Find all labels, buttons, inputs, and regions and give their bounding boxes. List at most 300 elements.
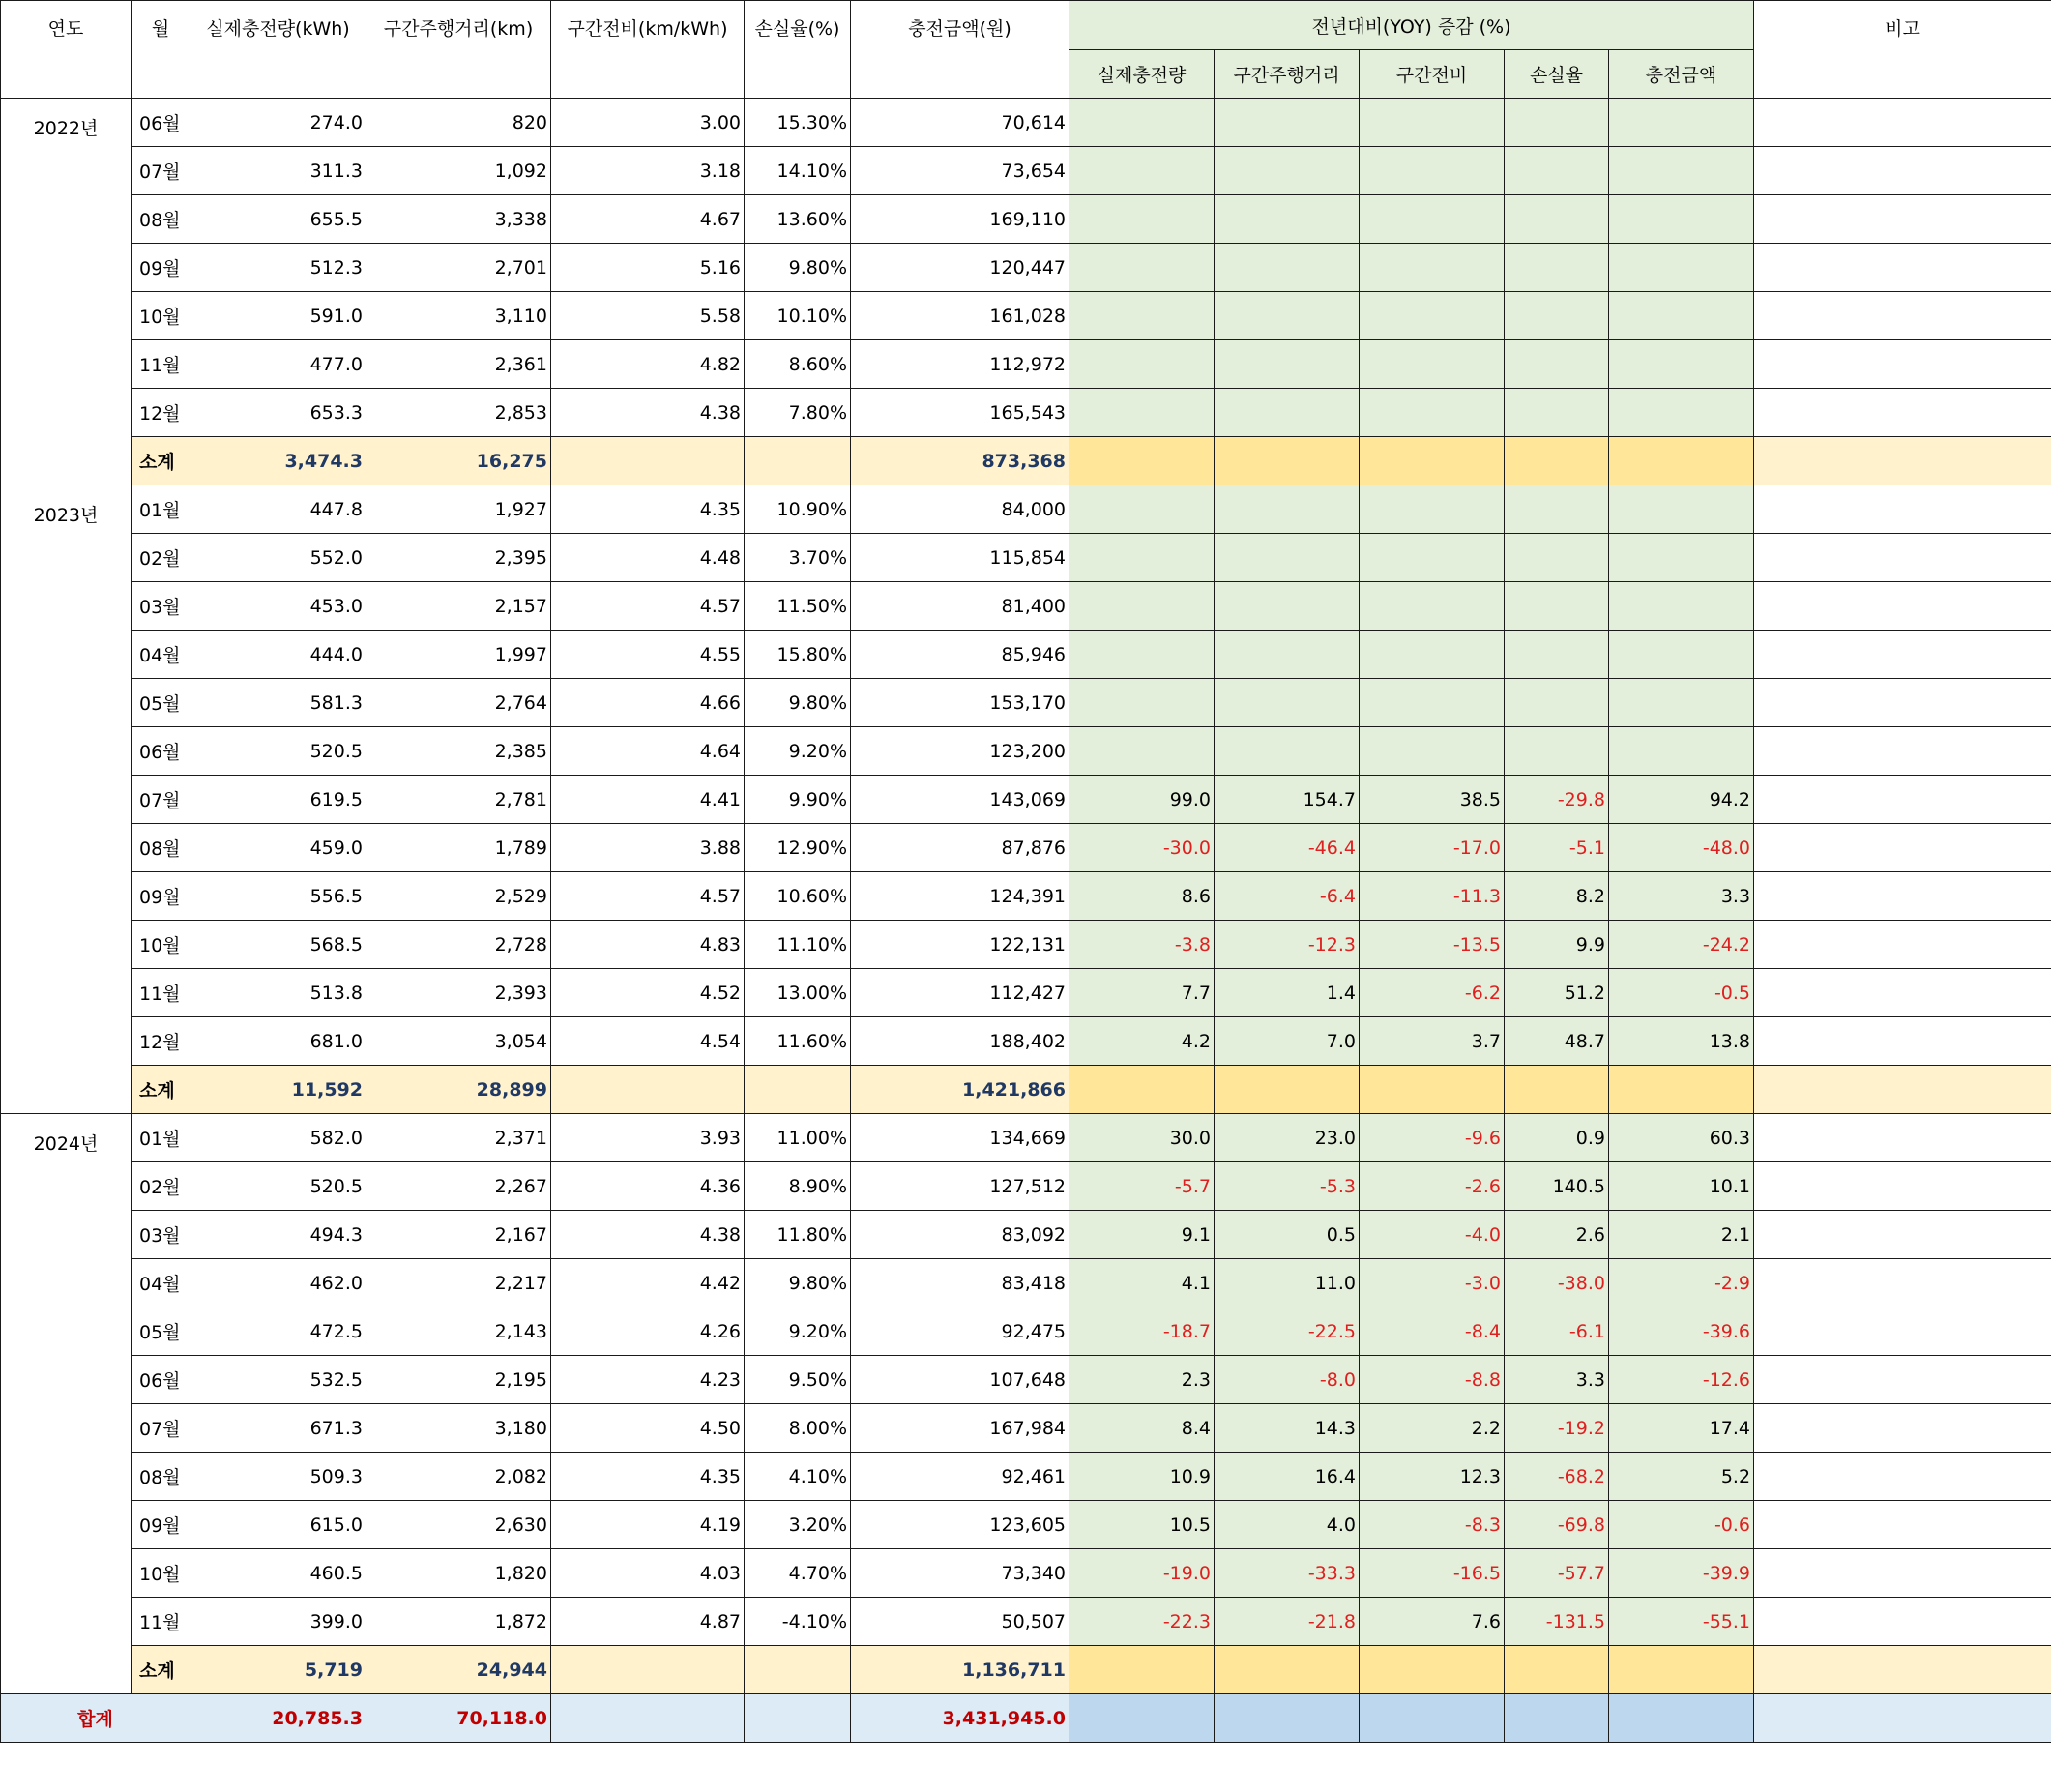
yoy-amount-cell	[1609, 631, 1754, 679]
efficiency-cell: 4.57	[551, 872, 745, 921]
subtotal-label: 소계	[132, 1646, 190, 1694]
yoy-efficiency-cell	[1360, 389, 1505, 437]
efficiency-cell: 3.18	[551, 147, 745, 195]
table-row	[1, 1598, 2051, 1646]
yoy-distance-cell: -33.3	[1215, 1549, 1360, 1598]
amount-cell: 70,614	[851, 99, 1069, 147]
distance-cell: 2,195	[366, 1356, 551, 1404]
efficiency-cell: 4.26	[551, 1307, 745, 1356]
subtotal-yoy-cell	[1360, 1646, 1505, 1694]
efficiency-cell: 4.23	[551, 1356, 745, 1404]
distance-cell: 3,180	[366, 1404, 551, 1453]
charge-cell: 615.0	[190, 1501, 366, 1549]
loss-cell: 11.80%	[745, 1211, 851, 1259]
charge-cell: 591.0	[190, 292, 366, 340]
yoy-charge-cell: 2.3	[1069, 1356, 1215, 1404]
yoy-amount-cell: -12.6	[1609, 1356, 1754, 1404]
efficiency-cell: 4.52	[551, 969, 745, 1017]
loss-cell: 7.80%	[745, 389, 851, 437]
subtotal-yoy-cell	[1505, 437, 1609, 485]
yoy-efficiency-cell: -9.6	[1360, 1114, 1505, 1162]
yoy-distance-cell: -6.4	[1215, 872, 1360, 921]
loss-cell: 11.10%	[745, 921, 851, 969]
note-cell	[1754, 776, 2051, 824]
month-cell: 10월	[132, 921, 190, 969]
amount-cell: 84,000	[851, 485, 1069, 534]
yoy-efficiency-cell: -17.0	[1360, 824, 1505, 872]
loss-cell: 3.20%	[745, 1501, 851, 1549]
subtotal-yoy-cell	[1069, 1066, 1215, 1114]
month-cell: 12월	[132, 389, 190, 437]
yoy-charge-cell: 8.6	[1069, 872, 1215, 921]
yoy-distance-cell	[1215, 292, 1360, 340]
charge-header: 실제충전량(kWh)	[190, 1, 366, 99]
note-cell	[1754, 1017, 2051, 1066]
yoy-loss-cell	[1505, 292, 1609, 340]
loss-cell: 10.90%	[745, 485, 851, 534]
charge-cell: 556.5	[190, 872, 366, 921]
loss-cell: 10.10%	[745, 292, 851, 340]
yoy-charge-cell: 4.2	[1069, 1017, 1215, 1066]
yoy-amount-cell	[1609, 389, 1754, 437]
efficiency-cell: 3.93	[551, 1114, 745, 1162]
month-cell: 04월	[132, 631, 190, 679]
yoy-charge-cell: -5.7	[1069, 1162, 1215, 1211]
yoy-efficiency-cell	[1360, 292, 1505, 340]
efficiency-cell: 4.19	[551, 1501, 745, 1549]
table-row	[1, 195, 2051, 244]
charge-cell: 581.3	[190, 679, 366, 727]
yoy-distance-cell: 23.0	[1215, 1114, 1360, 1162]
yoy-distance-cell	[1215, 147, 1360, 195]
efficiency-cell: 4.38	[551, 389, 745, 437]
distance-cell: 2,701	[366, 244, 551, 292]
charge-cell: 655.5	[190, 195, 366, 244]
note-cell	[1754, 1404, 2051, 1453]
yoy-distance-cell	[1215, 389, 1360, 437]
charge-cell: 462.0	[190, 1259, 366, 1307]
note-cell	[1754, 340, 2051, 389]
yoy-charge-cell: 99.0	[1069, 776, 1215, 824]
efficiency-cell: 4.35	[551, 485, 745, 534]
yoy-loss-cell: 140.5	[1505, 1162, 1609, 1211]
yoy-loss-cell: -57.7	[1505, 1549, 1609, 1598]
distance-cell: 2,764	[366, 679, 551, 727]
total-label: 합계	[1, 1694, 190, 1743]
yoy-amount-cell: 94.2	[1609, 776, 1754, 824]
note-cell	[1754, 147, 2051, 195]
subtotal-yoy-cell	[1360, 1066, 1505, 1114]
yoy-amount-cell: -55.1	[1609, 1598, 1754, 1646]
year-header: 연도	[1, 1, 132, 99]
charge-cell: 509.3	[190, 1453, 366, 1501]
table-row	[1, 99, 2051, 147]
loss-cell: 9.20%	[745, 727, 851, 776]
note-cell	[1754, 631, 2051, 679]
month-cell: 09월	[132, 872, 190, 921]
note-cell	[1754, 727, 2051, 776]
distance-cell: 1,820	[366, 1549, 551, 1598]
yoy-distance-cell: -21.8	[1215, 1598, 1360, 1646]
yoy-loss-cell	[1505, 534, 1609, 582]
month-cell: 08월	[132, 195, 190, 244]
yoy-charge-cell	[1069, 195, 1215, 244]
subtotal-distance: 16,275	[366, 437, 551, 485]
year-label: 2024년	[1, 1114, 132, 1694]
distance-cell: 1,927	[366, 485, 551, 534]
amount-cell: 87,876	[851, 824, 1069, 872]
distance-cell: 2,385	[366, 727, 551, 776]
amount-cell: 188,402	[851, 1017, 1069, 1066]
charge-cell: 532.5	[190, 1356, 366, 1404]
loss-cell: 11.60%	[745, 1017, 851, 1066]
subtotal-row	[1, 437, 2051, 485]
distance-cell: 1,997	[366, 631, 551, 679]
yoy-loss-cell	[1505, 340, 1609, 389]
efficiency-header: 구간전비(km/kWh)	[551, 1, 745, 99]
month-cell: 06월	[132, 1356, 190, 1404]
note-cell	[1754, 1598, 2051, 1646]
subtotal-yoy-cell	[1215, 1066, 1360, 1114]
charge-cell: 460.5	[190, 1549, 366, 1598]
note-header: 비고	[1754, 1, 2051, 99]
yoy-charge-cell: -30.0	[1069, 824, 1215, 872]
efficiency-cell: 4.64	[551, 727, 745, 776]
charge-cell: 444.0	[190, 631, 366, 679]
yoy-loss-cell	[1505, 727, 1609, 776]
yoy-efficiency-cell	[1360, 534, 1505, 582]
month-cell: 01월	[132, 1114, 190, 1162]
yoy-group-header: 전년대비(YOY) 증감 (%)	[1069, 1, 1754, 50]
total-amount: 3,431,945.0	[851, 1694, 1069, 1743]
yoy-efficiency-cell	[1360, 244, 1505, 292]
note-cell	[1754, 99, 2051, 147]
table-row	[1, 1114, 2051, 1162]
yoy-amount-cell	[1609, 485, 1754, 534]
yoy-loss-cell	[1505, 485, 1609, 534]
amount-header: 충전금액(원)	[851, 1, 1069, 99]
year-label: 2022년	[1, 99, 132, 485]
month-cell: 08월	[132, 824, 190, 872]
yoy-charge-cell: 4.1	[1069, 1259, 1215, 1307]
yoy-loss-cell: 0.9	[1505, 1114, 1609, 1162]
total-efficiency	[551, 1694, 745, 1743]
charge-cell: 311.3	[190, 147, 366, 195]
distance-cell: 2,728	[366, 921, 551, 969]
table-row	[1, 244, 2051, 292]
yoy-charge-cell: 8.4	[1069, 1404, 1215, 1453]
amount-cell: 107,648	[851, 1356, 1069, 1404]
loss-cell: 8.00%	[745, 1404, 851, 1453]
table-row	[1, 534, 2051, 582]
month-cell: 02월	[132, 1162, 190, 1211]
yoy-charge-cell: 10.5	[1069, 1501, 1215, 1549]
efficiency-cell: 4.67	[551, 195, 745, 244]
month-cell: 09월	[132, 244, 190, 292]
subtotal-efficiency	[551, 437, 745, 485]
yoy-amount-cell: -39.9	[1609, 1549, 1754, 1598]
efficiency-cell: 4.83	[551, 921, 745, 969]
yoy-amount-cell	[1609, 340, 1754, 389]
subtotal-yoy-cell	[1505, 1646, 1609, 1694]
subtotal-loss	[745, 1066, 851, 1114]
total-distance: 70,118.0	[366, 1694, 551, 1743]
amount-cell: 165,543	[851, 389, 1069, 437]
loss-header: 손실율(%)	[745, 1, 851, 99]
note-cell	[1754, 1066, 2051, 1114]
month-cell: 11월	[132, 969, 190, 1017]
note-cell	[1754, 582, 2051, 631]
yoy-charge-cell	[1069, 679, 1215, 727]
month-cell: 05월	[132, 679, 190, 727]
yoy-amount-cell: 13.8	[1609, 1017, 1754, 1066]
total-yoy-cell	[1360, 1694, 1505, 1743]
loss-cell: 9.20%	[745, 1307, 851, 1356]
distance-header: 구간주행거리(km)	[366, 1, 551, 99]
table-row	[1, 824, 2051, 872]
yoy-distance-cell: 14.3	[1215, 1404, 1360, 1453]
yoy-charge-cell	[1069, 244, 1215, 292]
yoy-amount-cell: -48.0	[1609, 824, 1754, 872]
efficiency-cell: 5.58	[551, 292, 745, 340]
subtotal-row	[1, 1646, 2051, 1694]
yoy-charge-cell	[1069, 292, 1215, 340]
yoy-charge-cell: 30.0	[1069, 1114, 1215, 1162]
yoy-distance-cell	[1215, 631, 1360, 679]
month-cell: 02월	[132, 534, 190, 582]
yoy-distance-cell	[1215, 727, 1360, 776]
yoy-distance-cell: -5.3	[1215, 1162, 1360, 1211]
amount-cell: 167,984	[851, 1404, 1069, 1453]
yoy-efficiency-cell: -8.8	[1360, 1356, 1505, 1404]
charge-cell: 619.5	[190, 776, 366, 824]
yoy-charge-cell: -3.8	[1069, 921, 1215, 969]
yoy-efficiency-cell	[1360, 147, 1505, 195]
yoy-efficiency-cell	[1360, 679, 1505, 727]
yoy-efficiency-cell	[1360, 99, 1505, 147]
yoy-amount-cell	[1609, 195, 1754, 244]
yoy-distance-cell	[1215, 195, 1360, 244]
distance-cell: 1,789	[366, 824, 551, 872]
yoy-charge-cell	[1069, 485, 1215, 534]
yoy-charge-cell	[1069, 727, 1215, 776]
yoy-loss-cell	[1505, 582, 1609, 631]
yoy-loss-cell: 2.6	[1505, 1211, 1609, 1259]
yoy-efficiency-cell: 3.7	[1360, 1017, 1505, 1066]
total-loss	[745, 1694, 851, 1743]
distance-cell: 2,395	[366, 534, 551, 582]
yoy-charge-cell: 7.7	[1069, 969, 1215, 1017]
table-row	[1, 969, 2051, 1017]
amount-cell: 120,447	[851, 244, 1069, 292]
note-cell	[1754, 921, 2051, 969]
charge-cell: 681.0	[190, 1017, 366, 1066]
yoy-loss-cell: -19.2	[1505, 1404, 1609, 1453]
distance-cell: 2,217	[366, 1259, 551, 1307]
note-cell	[1754, 824, 2051, 872]
note-cell	[1754, 679, 2051, 727]
charge-cell: 477.0	[190, 340, 366, 389]
note-cell	[1754, 1211, 2051, 1259]
loss-cell: 13.60%	[745, 195, 851, 244]
yoy-amount-cell: 17.4	[1609, 1404, 1754, 1453]
yoy-distance-cell: -8.0	[1215, 1356, 1360, 1404]
charge-cell: 568.5	[190, 921, 366, 969]
yoy-amount-cell: 60.3	[1609, 1114, 1754, 1162]
yoy-distance-cell	[1215, 679, 1360, 727]
yoy-charge-cell	[1069, 631, 1215, 679]
yoy-distance-cell	[1215, 534, 1360, 582]
charge-cell: 582.0	[190, 1114, 366, 1162]
amount-cell: 83,418	[851, 1259, 1069, 1307]
table-row	[1, 1356, 2051, 1404]
yoy-loss-cell: 48.7	[1505, 1017, 1609, 1066]
charge-cell: 513.8	[190, 969, 366, 1017]
yoy-efficiency-cell: -2.6	[1360, 1162, 1505, 1211]
note-cell	[1754, 1646, 2051, 1694]
note-cell	[1754, 534, 2051, 582]
efficiency-cell: 4.36	[551, 1162, 745, 1211]
charge-cell: 459.0	[190, 824, 366, 872]
loss-cell: 3.70%	[745, 534, 851, 582]
table-row	[1, 921, 2051, 969]
efficiency-cell: 4.82	[551, 340, 745, 389]
loss-cell: 14.10%	[745, 147, 851, 195]
yoy-loss-cell	[1505, 631, 1609, 679]
distance-cell: 2,781	[366, 776, 551, 824]
distance-cell: 2,157	[366, 582, 551, 631]
note-cell	[1754, 969, 2051, 1017]
amount-cell: 123,200	[851, 727, 1069, 776]
charge-cell: 494.3	[190, 1211, 366, 1259]
amount-cell: 123,605	[851, 1501, 1069, 1549]
distance-cell: 3,054	[366, 1017, 551, 1066]
efficiency-cell: 5.16	[551, 244, 745, 292]
amount-cell: 50,507	[851, 1598, 1069, 1646]
note-cell	[1754, 1307, 2051, 1356]
table-row	[1, 485, 2051, 534]
yoy-amount-header: 충전금액	[1609, 50, 1754, 99]
yoy-charge-cell: -22.3	[1069, 1598, 1215, 1646]
subtotal-yoy-cell	[1609, 437, 1754, 485]
efficiency-cell: 4.55	[551, 631, 745, 679]
yoy-amount-cell: -2.9	[1609, 1259, 1754, 1307]
month-cell: 06월	[132, 99, 190, 147]
distance-cell: 2,167	[366, 1211, 551, 1259]
total-yoy-cell	[1069, 1694, 1215, 1743]
month-cell: 09월	[132, 1501, 190, 1549]
distance-cell: 820	[366, 99, 551, 147]
table-row	[1, 1501, 2051, 1549]
yoy-amount-cell: -0.6	[1609, 1501, 1754, 1549]
amount-cell: 134,669	[851, 1114, 1069, 1162]
charge-cell: 520.5	[190, 727, 366, 776]
subtotal-yoy-cell	[1215, 437, 1360, 485]
amount-cell: 73,654	[851, 147, 1069, 195]
month-cell: 07월	[132, 1404, 190, 1453]
yoy-loss-cell	[1505, 195, 1609, 244]
charge-cell: 447.8	[190, 485, 366, 534]
note-cell	[1754, 1694, 2051, 1743]
yoy-loss-header: 손실율	[1505, 50, 1609, 99]
loss-cell: 8.60%	[745, 340, 851, 389]
subtotal-yoy-cell	[1505, 1066, 1609, 1114]
month-cell: 06월	[132, 727, 190, 776]
yoy-distance-cell: 7.0	[1215, 1017, 1360, 1066]
yoy-efficiency-cell: 38.5	[1360, 776, 1505, 824]
yoy-efficiency-cell: -4.0	[1360, 1211, 1505, 1259]
table-row	[1, 776, 2051, 824]
yoy-amount-cell: 3.3	[1609, 872, 1754, 921]
table-row	[1, 389, 2051, 437]
subtotal-yoy-cell	[1069, 1646, 1215, 1694]
subtotal-yoy-cell	[1360, 437, 1505, 485]
month-cell: 08월	[132, 1453, 190, 1501]
yoy-charge-cell	[1069, 534, 1215, 582]
yoy-amount-cell	[1609, 727, 1754, 776]
charge-cell: 512.3	[190, 244, 366, 292]
yoy-amount-cell	[1609, 147, 1754, 195]
loss-cell: 9.80%	[745, 244, 851, 292]
charge-cell: 671.3	[190, 1404, 366, 1453]
yoy-amount-cell	[1609, 99, 1754, 147]
yoy-efficiency-cell: -8.4	[1360, 1307, 1505, 1356]
table-row	[1, 340, 2051, 389]
yoy-efficiency-cell	[1360, 631, 1505, 679]
efficiency-cell: 4.03	[551, 1549, 745, 1598]
charge-cell: 399.0	[190, 1598, 366, 1646]
amount-cell: 92,461	[851, 1453, 1069, 1501]
distance-cell: 2,630	[366, 1501, 551, 1549]
yoy-efficiency-cell	[1360, 485, 1505, 534]
yoy-distance-cell	[1215, 340, 1360, 389]
yoy-amount-cell	[1609, 244, 1754, 292]
yoy-loss-cell	[1505, 389, 1609, 437]
amount-cell: 127,512	[851, 1162, 1069, 1211]
yoy-charge-cell: -19.0	[1069, 1549, 1215, 1598]
subtotal-yoy-cell	[1069, 437, 1215, 485]
yoy-charge-header: 실제충전량	[1069, 50, 1215, 99]
subtotal-label: 소계	[132, 1066, 190, 1114]
yoy-efficiency-cell: 2.2	[1360, 1404, 1505, 1453]
distance-cell: 1,092	[366, 147, 551, 195]
yoy-efficiency-cell	[1360, 340, 1505, 389]
table-row	[1, 872, 2051, 921]
yoy-charge-cell: 9.1	[1069, 1211, 1215, 1259]
header-row-1	[1, 1, 2051, 50]
yoy-charge-cell: 10.9	[1069, 1453, 1215, 1501]
efficiency-cell: 4.38	[551, 1211, 745, 1259]
month-cell: 11월	[132, 1598, 190, 1646]
month-cell: 03월	[132, 582, 190, 631]
yoy-distance-cell	[1215, 485, 1360, 534]
note-cell	[1754, 1114, 2051, 1162]
yoy-amount-cell: -39.6	[1609, 1307, 1754, 1356]
charge-cell: 520.5	[190, 1162, 366, 1211]
amount-cell: 115,854	[851, 534, 1069, 582]
yoy-loss-cell	[1505, 99, 1609, 147]
month-cell: 12월	[132, 1017, 190, 1066]
note-cell	[1754, 244, 2051, 292]
note-cell	[1754, 292, 2051, 340]
loss-cell: 8.90%	[745, 1162, 851, 1211]
yoy-distance-cell: -22.5	[1215, 1307, 1360, 1356]
total-row	[1, 1694, 2051, 1743]
yoy-distance-cell	[1215, 244, 1360, 292]
subtotal-loss	[745, 1646, 851, 1694]
yoy-efficiency-cell: -13.5	[1360, 921, 1505, 969]
yoy-amount-cell: 5.2	[1609, 1453, 1754, 1501]
